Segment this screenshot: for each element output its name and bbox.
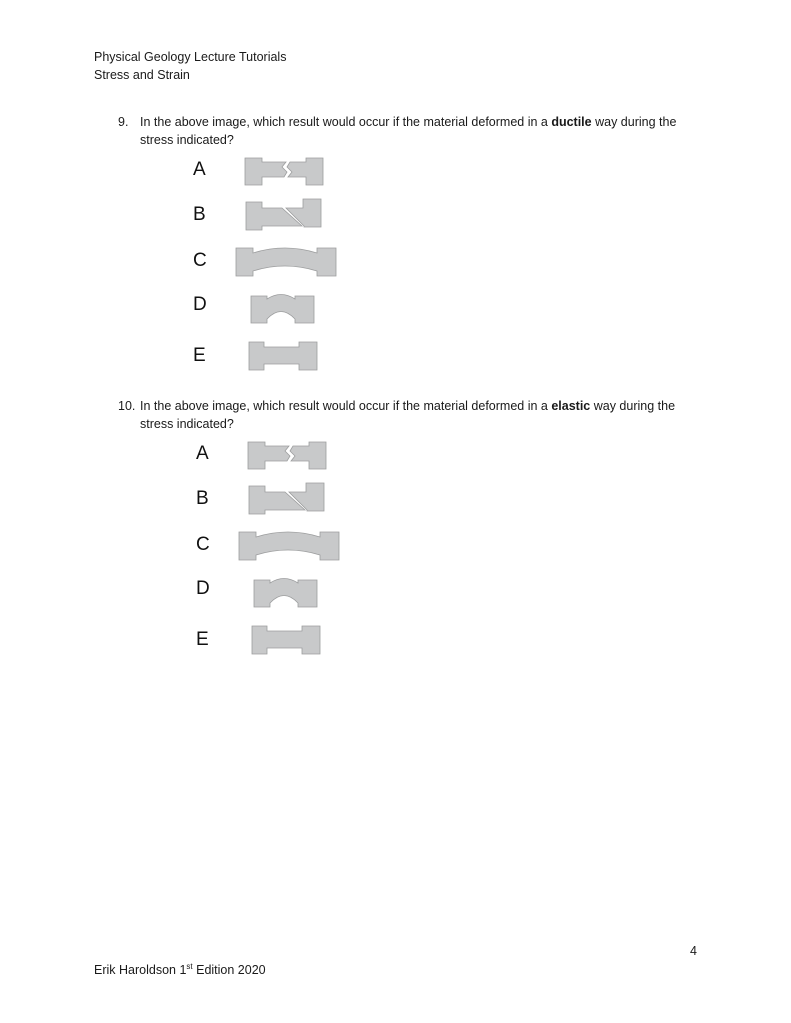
q9-deformation-shapes [230,150,350,375]
header-topic: Stress and Strain [94,68,190,82]
q9-option-c-label: C [193,250,207,271]
q10-option-c-label: C [196,534,210,555]
header-course-title: Physical Geology Lecture Tutorials [94,50,287,64]
q10-deformation-shapes [233,434,353,659]
q10-shape-group [239,442,339,654]
shape-e-intact [249,342,317,370]
question-keyword: ductile [551,115,592,129]
q10-option-e-label: E [196,629,209,650]
page-header [94,48,286,84]
shape-a-fracture-right [290,442,326,469]
shape-c-necking [239,532,339,560]
q10-option-b-label: B [196,488,209,509]
q10-option-a-label: A [196,443,209,464]
shape-a-fracture [248,442,290,469]
q9-shape-group [236,158,336,370]
shape-d-folded [251,295,314,324]
shape-d-folded [254,579,317,608]
page-footer [94,962,266,977]
question-number: 9. [118,115,129,129]
q9-option-e-label: E [193,345,206,366]
shape-a-fracture [245,158,287,185]
shape-a-fracture-right [287,158,323,185]
footer-ordinal: st [186,962,193,971]
footer-author: Erik Haroldson 1 [94,963,187,978]
q9-option-a-label: A [193,159,206,180]
q10-option-d-label: D [196,578,210,599]
shape-c-necking [236,248,336,276]
shape-e-intact [252,626,320,654]
question-number: 10. [118,399,136,413]
question-text: In the above image, which result would occur if the material deformed in a elastic way during the stress indicated? [140,399,676,431]
question-keyword: elastic [551,399,591,413]
page-number: 4 [690,944,697,958]
footer-edition: Edition 2020 [192,963,266,978]
question-text: In the above image, which result would occur if the material deformed in a ductile way during the stress indicated? [140,115,677,147]
q9-option-b-label: B [193,204,206,225]
q9-option-d-label: D [193,294,207,315]
